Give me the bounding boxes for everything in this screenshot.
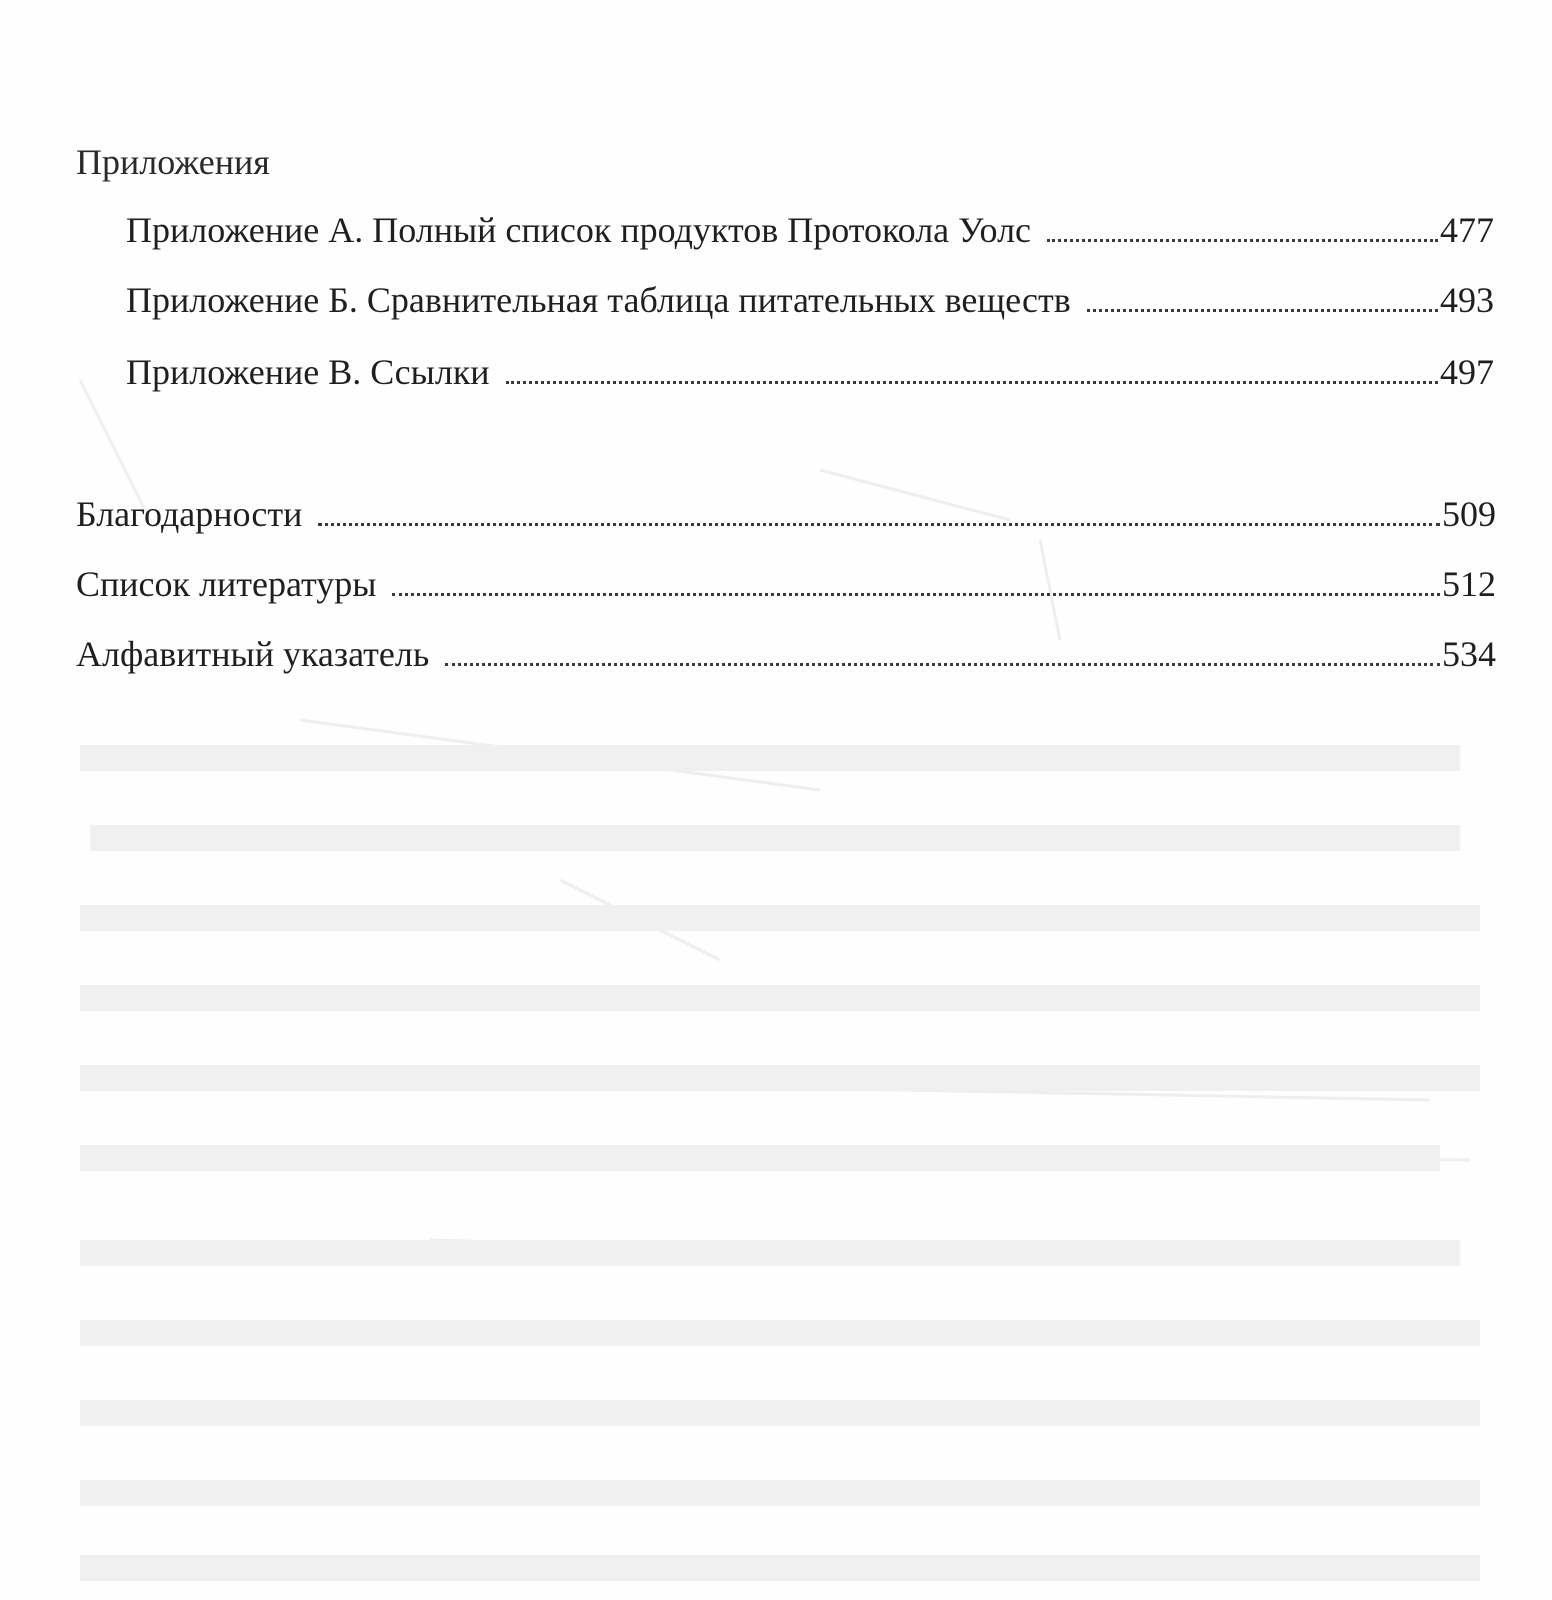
toc-entry-page: 497 [1440, 352, 1494, 392]
toc-entry-title: Благодарности [76, 494, 303, 534]
dot-leader [318, 523, 1440, 526]
toc-entry-page: 512 [1442, 564, 1496, 604]
toc-entry-bibliography [76, 562, 1496, 606]
dot-leader [1047, 239, 1438, 242]
toc-entry-index [76, 632, 1496, 676]
toc-entry-appendix-a [126, 208, 1494, 252]
dot-leader [506, 381, 1438, 384]
dot-leader [1087, 309, 1438, 312]
toc-entry-page: 534 [1442, 634, 1496, 674]
toc-entry-appendix-b [126, 278, 1494, 322]
appendices-heading: Приложения [76, 142, 270, 182]
toc-entry-page: 493 [1440, 280, 1494, 320]
toc-entry-page: 477 [1440, 210, 1494, 250]
toc-entry-title: Алфавитный указатель [76, 634, 430, 674]
dot-leader [445, 663, 1440, 666]
toc-entry-title: Приложение Б. Сравнительная таблица питательных веществ [126, 280, 1071, 320]
dot-leader [392, 593, 1440, 596]
toc-entry-page: 509 [1442, 494, 1496, 534]
toc-entry-title: Список литературы [76, 564, 377, 604]
toc-entry-title: Приложение В. Ссылки [126, 352, 490, 392]
toc-entry-title: Приложение А. Полный список продуктов Протокола Уолс [126, 210, 1032, 250]
toc-entry-acknowledgements [76, 492, 1496, 536]
toc-entry-appendix-v [126, 350, 1494, 394]
